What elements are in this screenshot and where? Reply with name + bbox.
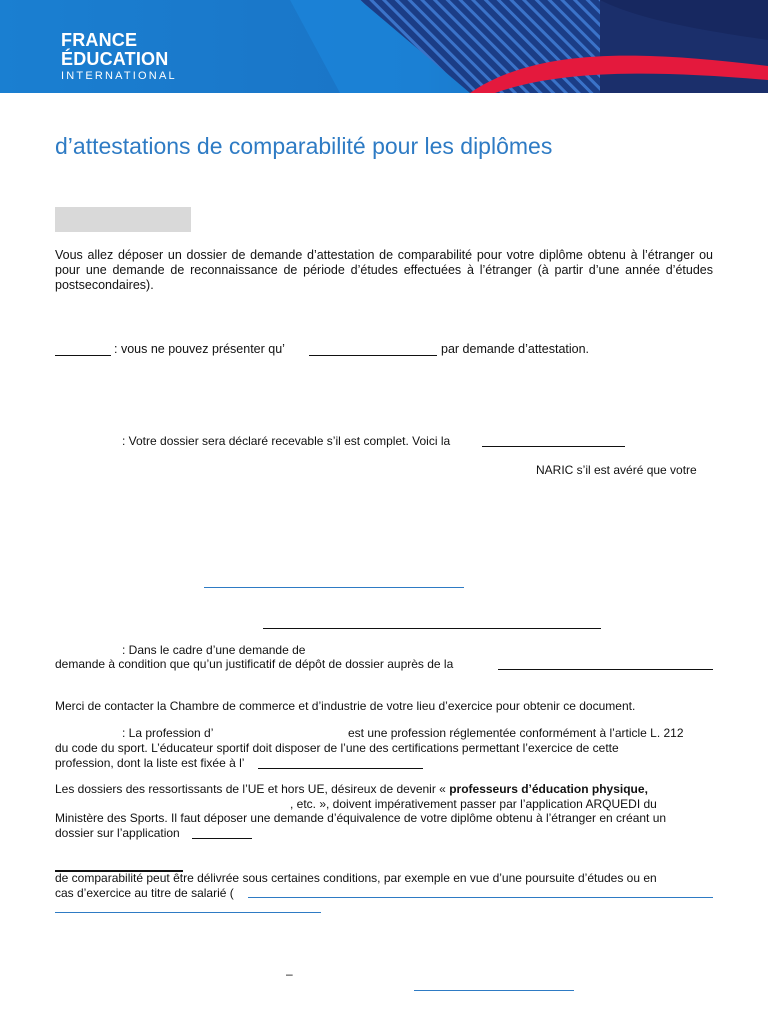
dossiers-text-c: Ministère des Sports. Il faut déposer une demande d’équivalence de votre diplôme obtenu à l’étranger en créant un [55,811,667,825]
link-line[interactable] [204,587,464,588]
logo-line-3: INTERNATIONAL [61,70,177,82]
document-title: d’attestations de comparabilité pour les diplômes [55,133,553,159]
profession-text-b: est une profession réglementée conformément à l’article L. 212 [348,726,684,740]
naric-text: NARIC s’il est avéré que votre [536,463,697,477]
profession-text-d: profession, dont la liste est fixée à l’ [55,756,245,770]
profession-text-c: du code du sport. L’éducateur sportif doit disposer de l’une des certifications permettant l’exercice de cette [55,741,619,755]
france-education-logo[interactable] [61,31,177,82]
condition-text: demande à condition que qu’un justificatif de dépôt de dossier auprès de la [55,657,454,671]
recevable-text: : Votre dossier sera déclaré recevable s’il est complet. Voici la [122,434,451,448]
comparabilite-text-b: cas d’exercice au titre de salarié ( [55,886,234,900]
dossiers-text-a [55,782,648,797]
blank-line [258,768,423,769]
dossiers-text-b: , etc. », doivent impérativement passer par l’application ARQUEDI du [290,797,657,811]
blank-line [482,446,625,447]
profession-text-a: : La profession d’ [122,726,214,740]
logo-line-2: ÉDUCATION [61,49,169,69]
blank-line [263,628,601,629]
blank-line [55,355,111,356]
blank-line [498,669,713,670]
intro-paragraph: Vous allez déposer un dossier de demande d’attestation de comparabilité pour votre diplôme obtenu à l’étranger ou pour une demande de reconnaissance de période d’études effectuées à l’étranger (à partir d’une année d’études postsecondaires). [55,248,713,292]
comparabilite-text-a: de comparabilité peut être délivrée sous certaines conditions, par exemple en vue d’une poursuite d’études ou en [55,871,657,885]
logo-line-1: FRANCE [61,30,138,50]
note-end-text: par demande d’attestation. [441,342,590,356]
dossiers-text-a-plain: Les dossiers des ressortissants de l’UE et hors UE, désireux de devenir « [55,782,450,796]
dossiers-text-d: dossier sur l’application [55,826,180,840]
blank-line [192,838,252,839]
link-line[interactable] [414,990,574,991]
note-text: : vous ne pouvez présenter qu’ [114,342,285,356]
link-line[interactable] [248,897,713,898]
cadre-text: : Dans le cadre d’une demande de [122,643,306,657]
header-banner [0,0,768,93]
redacted-box [55,207,191,232]
link-line[interactable] [55,912,321,913]
blank-line [309,355,437,356]
dash-text: – [286,967,293,981]
merci-text: Merci de contacter la Chambre de commerce et d’industrie de votre lieu d’exercice pour obtenir ce document. [55,699,636,713]
dossiers-bold-text: professeurs d’éducation physique, [449,782,648,796]
